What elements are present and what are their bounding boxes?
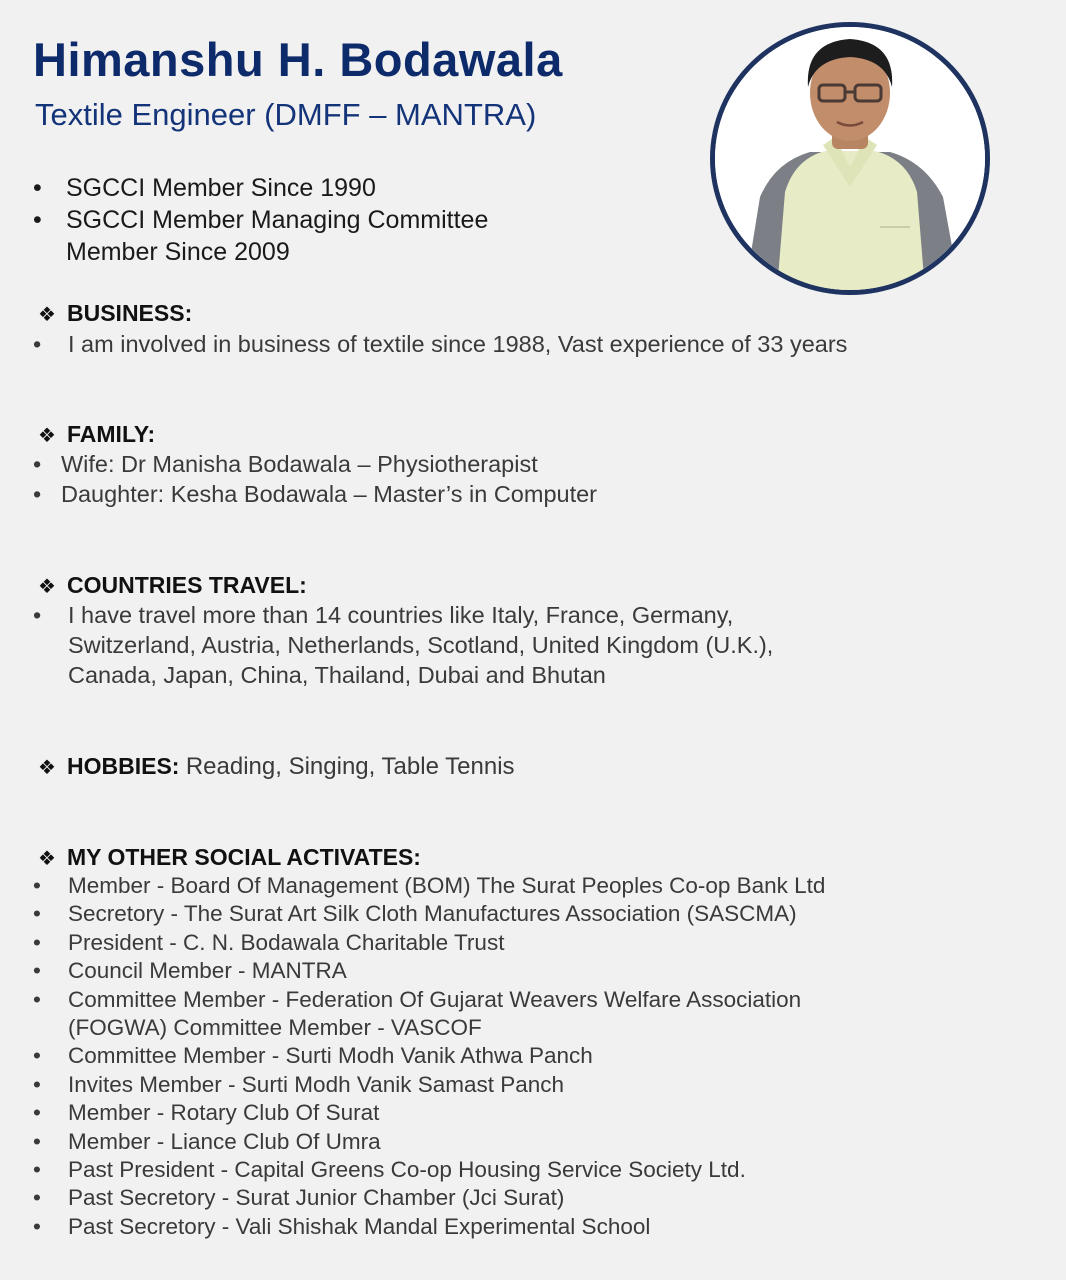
business-item: • I am involved in business of textile since 1988, Vast experience of 33 years [33, 329, 847, 359]
countries-heading [36, 570, 307, 602]
countries-list [33, 600, 773, 690]
social-item: • Invites Member - Surti Modh Vanik Samast Panch [33, 1071, 825, 1099]
intro-item: • SGCCI Member Since 1990 [33, 172, 488, 204]
intro-list [33, 172, 488, 268]
family-heading-label: FAMILY: [67, 421, 156, 447]
social-item: • Past Secretory - Vali Shishak Mandal Experimental School [33, 1213, 825, 1241]
social-item: • Past President - Capital Greens Co-op Housing Service Society Ltd. [33, 1156, 825, 1184]
business-list [33, 329, 847, 359]
social-list [33, 872, 825, 1241]
social-item: • Committee Member - Federation Of Gujarat Weavers Welfare Association [33, 986, 825, 1014]
countries-item [33, 600, 773, 690]
family-item: • Wife: Dr Manisha Bodawala – Physiotherapist [33, 449, 597, 479]
social-item: • Secretory - The Surat Art Silk Cloth Manufactures Association (SASCMA) [33, 900, 825, 928]
social-item-continued: (FOGWA) Committee Member - VASCOF [68, 1015, 482, 1041]
person-title: Textile Engineer (DMFF – MANTRA) [35, 97, 537, 132]
countries-line: I have travel more than 14 countries like Italy, France, Germany, [68, 602, 734, 628]
hobbies-text: Reading, Singing, Table Tennis [185, 753, 515, 780]
diamond-cluster-icon: ❖ [38, 848, 56, 870]
social-item: • Past Secretory - Surat Junior Chamber (Jci Surat) [33, 1184, 825, 1212]
diamond-cluster-icon: ❖ [38, 757, 56, 779]
countries-heading-label: COUNTRIES TRAVEL: [67, 572, 307, 598]
person-name: Himanshu H. Bodawala [33, 33, 563, 86]
diamond-cluster-icon: ❖ [38, 576, 56, 598]
social-heading [36, 842, 421, 874]
social-item: • Council Member - MANTRA [33, 957, 825, 985]
hobbies-heading-label: HOBBIES: [67, 753, 180, 779]
social-item: • Member - Liance Club Of Umra [33, 1128, 825, 1156]
business-heading [36, 298, 192, 330]
family-item: • Daughter: Kesha Bodawala – Master’s in Computer [33, 479, 597, 509]
hobbies-heading [36, 751, 515, 783]
diamond-cluster-icon: ❖ [38, 425, 56, 447]
countries-line: Switzerland, Austria, Netherlands, Scotland, United Kingdom (U.K.), [68, 632, 774, 658]
social-item: • Committee Member - Surti Modh Vanik Athwa Panch [33, 1042, 825, 1070]
social-heading-label: MY OTHER SOCIAL ACTIVATES: [67, 844, 421, 870]
countries-line: Canada, Japan, China, Thailand, Dubai and Bhutan [68, 662, 606, 688]
intro-item-continued: Member Since 2009 [66, 238, 290, 266]
intro-item: • SGCCI Member Managing Committee [33, 204, 488, 236]
portrait-illustration [715, 27, 985, 290]
social-item: • President - C. N. Bodawala Charitable Trust [33, 929, 825, 957]
family-heading [36, 419, 155, 451]
business-heading-label: BUSINESS: [67, 300, 193, 326]
social-item: • Member - Board Of Management (BOM) The Surat Peoples Co-op Bank Ltd [33, 872, 825, 900]
family-list [33, 449, 597, 509]
diamond-cluster-icon: ❖ [38, 304, 56, 326]
profile-photo [710, 22, 990, 295]
social-item: • Member - Rotary Club Of Surat [33, 1099, 825, 1127]
